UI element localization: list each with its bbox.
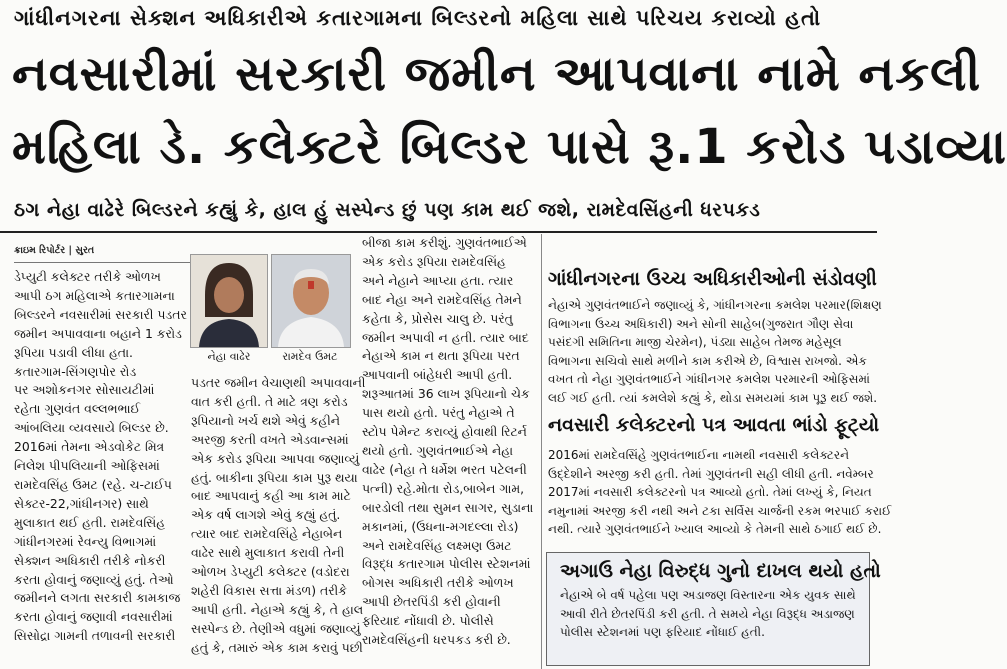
text-line: રૂપિયાનો ખર્ચ થશે એવું કહીને <box>191 412 340 428</box>
text-line: સસ્પેન્ડ છે. તેણીએ વધુમાં જણાવ્યું <box>191 620 361 636</box>
text-line: સ્ટોપ પેમેન્ટ કરાવ્યું હોવાથી રિટર્ન <box>362 424 527 440</box>
text-line: કરતા હોવાનું જણાવ્યું હતું. તેઓ <box>14 571 174 587</box>
text-line: આપી છેતરપિંડી કરી હોવાની <box>362 594 501 610</box>
text-line: 2017માં નવસારી કલેક્ટરનો પત્ર આવ્યો હતો. તેમાં લખ્યું કે, નિયત <box>548 485 872 499</box>
headline-line-2: મહિલા ડે. કલેક્ટરે બિલ્ડર પાસે રૂ.1 કરોડ પડાવ્યા <box>12 119 1007 175</box>
text-line: આપી ઠગ મહિલાએ કતારગામના <box>14 287 175 303</box>
text-line: ત્યાર બાદ રામદેવસિંહે નેહાબેન <box>191 526 343 542</box>
man-portrait-icon <box>271 254 351 348</box>
box2-body <box>548 446 892 546</box>
text-line: પર અશોકનગર સોસાયટીમાં <box>14 382 155 398</box>
text-line: રહેતા ગુણવંત વલ્લભભાઈ <box>14 401 141 417</box>
text-line: ઉદ્દેશીને અરજી કરી હતી. તેમાં ગુણવંતની સહી લીધી હતી. નવેમ્બર <box>548 466 874 481</box>
text-line: મકાનમાં, (ઉધના-મગદલ્લા રોડ) <box>362 518 519 534</box>
box2-heading: નવસારી કલેક્ટરનો પત્ર આવતા ભાંડો ફૂટ્યો <box>548 414 880 436</box>
text-line: વખત તો નેહા ગુણવંતભાઈને ગાંધીનગર કમલેશ પરમારની ઓફિસમાં <box>548 372 870 386</box>
text-line: આપી હતી. નેહાએ કહ્યું કે, તે હાલ <box>191 601 364 617</box>
woman-portrait-icon <box>190 254 268 348</box>
text-line: આવી રીતે છેતરપિંડી કરી હતી. તે સમયે નેહા વિરૂદ્ધ અડાજણ <box>560 606 855 621</box>
text-line: ઓળખ ડેપ્યુટી કલેક્ટર (વડોદરા <box>191 564 350 580</box>
text-line: મુલાકાત થઈ હતી. રામદેવસિંહ <box>14 514 166 530</box>
text-line: રૂપિયા પડાવી લીધા હતા. <box>14 344 133 360</box>
text-line: નેહાએ ગુણવંતભાઈને જણાવ્યું કે, ગાંધીનગરના કમલેશ પરમાર(શિક્ષણ <box>548 298 882 312</box>
byline: ક્રાઇમ રિપોર્ટર | સુરત <box>14 245 95 256</box>
text-line: આંબલિયા વ્યવસાયે બિલ્ડર છે. <box>14 420 169 436</box>
text-line: વિરૂદ્ધ કતારગામ પોલીસ સ્ટેશનમાં <box>362 556 531 572</box>
text-line: બાદ નેહા અને રામદેવસિંહ તેમને <box>362 291 522 307</box>
headline-line-1: નવસારીમાં સરકારી જમીન આપવાના નામે નકલી <box>12 46 982 102</box>
byline-rule <box>14 262 194 263</box>
text-line: ગાંધીનગરમાં રેવન્યુ વિભાગમાં <box>14 533 157 549</box>
box1-body <box>548 296 882 406</box>
text-line: આપવાની બાંહેધરી આપી હતી. <box>362 367 513 383</box>
kicker-line: ગાંધીનગરના સેક્શન અધિકારીએ કતારગામના બિલ્ડરનો મહિલા સાથે પરિચય કરાવ્યો હતો <box>14 6 822 30</box>
text-line: વાત કરી હતી. તે માટે ત્રણ કરોડ <box>191 393 348 409</box>
text-line: બાદ આપવાનું કહી આ કામ માટે <box>191 488 351 504</box>
box1-heading: ગાંધીનગરના ઉચ્ચ અધિકારીઓની સંડોવણી <box>548 268 877 290</box>
article-column-3 <box>362 234 537 669</box>
text-line: સેક્શન અધિકારી તરીકે નોકરી <box>14 552 166 568</box>
box3-body <box>560 586 860 642</box>
text-line: અને રામદેવસિંહ લક્ષ્મણ ઉમટ <box>362 537 512 553</box>
text-line: જમીન અપાવી ન હતી. ત્યાર બાદ <box>362 329 529 345</box>
article-column-1 <box>14 268 194 668</box>
text-line: હતું કે, તમારું એક કામ કરાવું પછી <box>191 639 363 655</box>
text-line: બારડોલી તથા સુમન સાગર, સુડાના <box>362 499 534 515</box>
text-line: પાસ થયો હતો. પરંતુ નેહાએ તે <box>362 405 515 421</box>
text-line: એક કરોડ રૂપિયા આપવા જણાવ્યું <box>191 450 360 466</box>
text-line: પત્ની) રહે.મોતા રોડ,બાબેન ગામ, <box>362 480 525 496</box>
text-line: 2016માં રામદેવસિંહે ગુણવંતભાઈના નામથી નવસારી કલેક્ટરને <box>548 448 850 462</box>
text-line: બીજા કામ કરીશું. ગુણવંતભાઈએ <box>362 235 527 250</box>
text-line: સિસોદ્રા ગામની તળાવની સરકારી <box>14 628 176 644</box>
subheadline: ઠગ નેહા વાઢેરે બિલ્ડરને કહ્યું કે, હાલ હું સસ્પેન્ડ છું પણ કામ થઈ જશે, રામદેવસિંહની ધરપકડ <box>14 199 761 221</box>
text-line: સેક્ટર-22,ગાંધીનગર) સાથે <box>14 495 149 511</box>
text-line: જમીનને લગતા સરકારી કામકાજ <box>14 590 181 606</box>
text-line: બોગસ અધિકારી તરીકે ઓળખ <box>362 575 514 591</box>
text-line: નમુનામાં અરજી કરી નથી અને ટકા સર્વિસ ચાર્જની રકમ ભરપાઈ કરાઈ <box>548 503 892 518</box>
text-line: અને નેહાને આપ્યા હતા. ત્યાર <box>362 272 514 288</box>
text-line: નેહાએ બે વર્ષ પહેલા પણ અડાજણ વિસ્તારના એક યુવક સાથે <box>560 588 856 602</box>
text-line: વાઢેર (નેહા તે ધર્મેશ ભરત પટેલની <box>362 461 527 477</box>
text-line: ડેપ્યુટી કલેક્ટર તરીકે ઓળખ <box>14 269 161 284</box>
text-line: એક કરોડ રૂપિયા રામદેવસિંહ <box>362 253 506 269</box>
text-line: કહેતા કે, પ્રોસેસ ચાલુ છે. પરંતુ <box>362 310 513 326</box>
text-line: નથી. ત્યારે ગુણવંતભાઈને ખ્યાલ આવ્યો કે તેમની સાથે ઠગાઈ થઈ છે. <box>548 522 882 536</box>
text-line: વિભાગના ઉચ્ચ અધિકારી) અને સોની સાહેબ(ગુજરાત ગૌણ સેવા <box>548 316 854 331</box>
text-line: એક વર્ષ લાગશે એવું કહ્યું હતું. <box>191 507 341 523</box>
section-divider <box>0 231 877 233</box>
text-line: વાઢેર સાથે મુલાકાત કરાવી તેની <box>191 545 345 561</box>
text-line: કરતા હોવાનું જણાવી નવસારીમાં <box>14 609 173 625</box>
text-line: બિલ્ડરને નવસારીમાં સરકારી પડતર <box>14 306 187 322</box>
photo-caption-1: નેહા વાઢેર <box>207 350 251 363</box>
column-divider <box>541 234 542 669</box>
text-line: પસંદગી સમિતિના માજી ચેરમેન), પંડ્યા સાહેબ તેમજ મહેસૂલ <box>548 335 842 349</box>
text-line: હતું. બાકીના રૂપિયા કામ પુરૂ થયા <box>191 469 358 485</box>
text-line: કતારગામ-સિંગણપોર રોડ <box>14 363 137 379</box>
text-line: જમીન અપાવવાના બહાને 1 કરોડ <box>14 325 182 341</box>
box3-heading: અગાઉ નેહા વિરુદ્ધ ગુનો દાખલ થયો હતો <box>560 560 881 582</box>
text-line: શહેરી વિકાસ સત્તા મંડળ) તરીકે <box>191 582 347 598</box>
text-line: 2016માં તેમના એડવોકેટ મિત્ર <box>14 439 165 455</box>
text-line: નેહાએ કામ ન થતા રૂપિયા પરત <box>362 348 520 364</box>
text-line: નિલેશ પીપલિયાની ઓફિસમાં <box>14 458 160 474</box>
text-line: ફરિયાદ નોંધાવી છે. પોલીસે <box>362 613 494 629</box>
article-column-2 <box>191 374 366 669</box>
text-line: અરજી કરતી વખતે એડવાન્સમાં <box>191 431 349 447</box>
text-line: શરૂઆતમાં 36 લાખ રૂપિયાનો ચેક <box>362 386 530 402</box>
text-line: પડતર જમીન વેચાણથી અપાવવાની <box>191 375 366 390</box>
photo-caption-2: રામદેવ ઉમટ <box>282 350 338 363</box>
text-line: રામદેવસિંહની ધરપકડ કરી છે. <box>362 632 511 648</box>
text-line: વિભાગના સચિવો સાથે મળીને કામ કરીએ છે, વિશ્વાસ રાખજો. એક <box>548 353 867 368</box>
text-line: થયો હતો. ગુણવંતભાઈએ નેહા <box>362 442 514 458</box>
text-line: લઈ ગઈ હતી. ત્યાં કમલેશે કહ્યું કે, થોડા સમયમાં કામ પૂરૂ થઈ જશે. <box>548 390 878 405</box>
text-line: રામદેવસિંહ ઉમટ (રહે. ચ-ટાઈપ <box>14 476 172 492</box>
text-line: પોલીસ સ્ટેશનમાં પણ ફરિયાદ નોંધાઈ હતી. <box>560 625 765 639</box>
